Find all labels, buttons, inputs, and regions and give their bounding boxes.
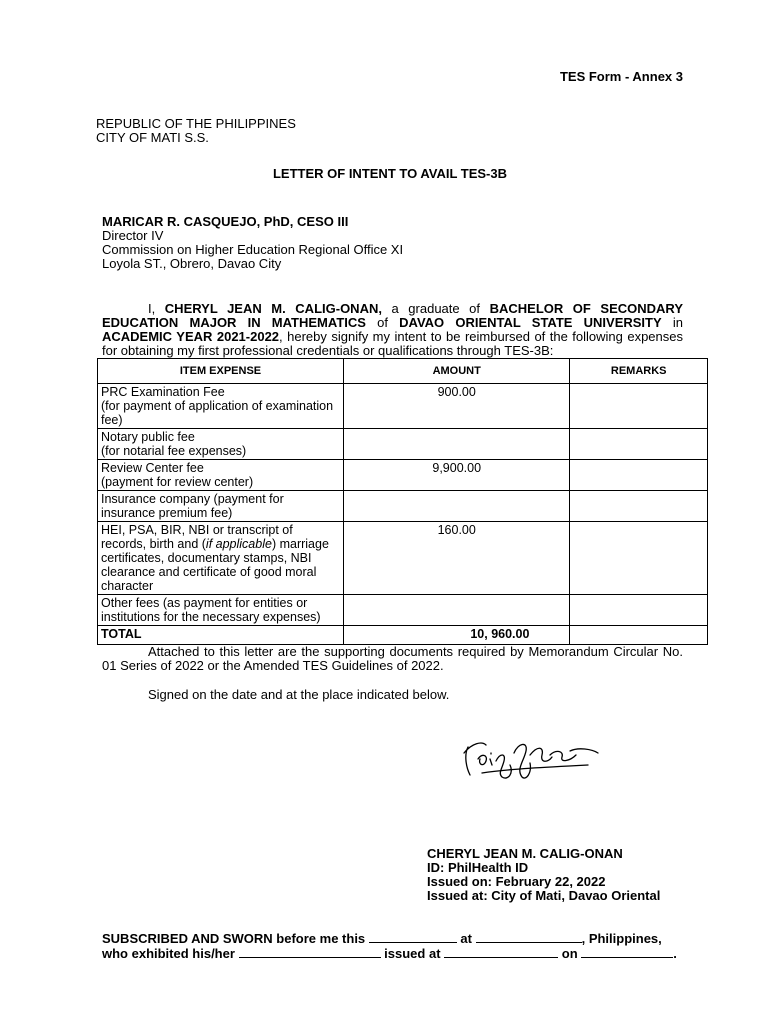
item-label: Other fees (as payment for entities or institutions for the necessary expenses) — [101, 596, 321, 624]
item-cell — [98, 522, 344, 595]
item-label: PRC Examination Fee — [101, 385, 225, 399]
remarks-cell — [570, 429, 708, 460]
amount-cell — [344, 429, 570, 460]
item-label: Review Center fee — [101, 461, 204, 475]
signed-line: Signed on the date and at the place indicated below. — [148, 687, 450, 702]
addressee-position: Director IV — [102, 228, 164, 243]
total-row — [98, 626, 708, 645]
table-row — [98, 384, 708, 429]
amount-cell: 9,900.00 — [344, 460, 570, 491]
amount-cell: 160.00 — [344, 522, 570, 595]
handwritten-signature — [458, 725, 608, 787]
attached-paragraph — [102, 645, 683, 673]
date-blank — [369, 931, 457, 943]
addressee-name: MARICAR R. CASQUEJO, PhD, CESO III — [102, 214, 349, 229]
jurat-text: SUBSCRIBED AND SWORN before me this — [102, 931, 366, 946]
jurat-line-1 — [102, 931, 684, 946]
item-label: Insurance company (payment for insurance premium fee) — [101, 492, 284, 520]
addressee-office: Commission on Higher Education Regional Office XI — [102, 242, 404, 257]
remarks-cell — [570, 522, 708, 595]
jurat-text: who exhibited his/her — [102, 946, 235, 961]
jurat-line-2 — [102, 946, 684, 961]
issued-on-blank — [581, 946, 673, 958]
intro-text: , hereby signify my intent to be reimbursed of the following expenses for obtaining my first professional credentials or qualifications through TES-3B: — [102, 329, 683, 358]
addressee-address: Loyola ST., Obrero, Davao City — [102, 256, 282, 271]
academic-year: ACADEMIC YEAR 2021-2022 — [102, 329, 280, 344]
amount-cell — [344, 491, 570, 522]
id-blank — [239, 946, 381, 958]
col-header-remarks: REMARKS — [570, 359, 708, 384]
jurat-text: on — [561, 946, 578, 961]
amount-cell — [344, 595, 570, 626]
item-note: (payment for review center) — [101, 475, 254, 489]
remarks-cell — [570, 595, 708, 626]
table-row — [98, 491, 708, 522]
letter-title: LETTER OF INTENT TO AVAIL TES-3B — [272, 166, 507, 181]
remarks-cell — [570, 460, 708, 491]
item-note: (for notarial fee expenses) — [101, 444, 247, 458]
intro-text: a graduate of — [391, 301, 481, 316]
jurat-text: . — [673, 946, 677, 961]
item-label-rest: ) marriage certificates, documentary stamps, NBI clearance and certificate of good moral character — [101, 537, 329, 593]
total-amount: 10, 960.00 — [344, 626, 570, 645]
jurat-text: , Philippines, — [581, 931, 662, 946]
item-cell — [98, 384, 344, 429]
signature-image — [458, 725, 608, 787]
table-row — [98, 595, 708, 626]
item-label: HEI, PSA, BIR, NBI or transcript of records, birth and ( — [101, 523, 293, 551]
table-row — [98, 429, 708, 460]
item-cell — [98, 460, 344, 491]
jurat-block — [102, 931, 684, 961]
col-header-item: ITEM EXPENSE — [98, 359, 344, 384]
item-cell — [98, 429, 344, 460]
item-label-italic: if applicable — [205, 537, 272, 551]
place-blank — [476, 931, 582, 943]
signer-issued-at: Issued at: City of Mati, Davao Oriental — [427, 888, 661, 903]
table-row — [98, 522, 708, 595]
item-note: (for payment of application of examination fee) — [101, 399, 334, 427]
table-row — [98, 460, 708, 491]
jurat-text: issued at — [384, 946, 441, 961]
republic-line: REPUBLIC OF THE PHILIPPINES — [96, 116, 296, 131]
intro-paragraph — [102, 302, 683, 358]
attached-text: Attached to this letter are the supporting documents required by Memorandum Circular No. 01 Series of 2022 or the Amended TES Guidelines of 2022. — [102, 644, 683, 673]
remarks-cell — [570, 491, 708, 522]
form-tag: TES Form - Annex 3 — [559, 69, 683, 84]
expense-table — [97, 358, 708, 645]
school: DAVAO ORIENTAL STATE UNIVERSITY — [399, 315, 662, 330]
signer-issued-on: Issued on: February 22, 2022 — [427, 874, 606, 889]
degree: BACHELOR OF SECONDARY EDUCATION MAJOR IN MATHEMATICS — [102, 301, 683, 330]
signer-id: ID: PhilHealth ID — [427, 860, 529, 875]
col-header-amount: AMOUNT — [344, 359, 570, 384]
city-line: CITY OF MATI S.S. — [96, 130, 209, 145]
total-remarks-cell — [570, 626, 708, 645]
addressee-block — [102, 215, 602, 271]
signer-block — [427, 847, 727, 903]
item-label: Notary public fee — [101, 430, 195, 444]
item-cell — [98, 595, 344, 626]
total-label: TOTAL — [98, 626, 344, 645]
intro-text: of — [377, 315, 388, 330]
jurisdiction-header — [96, 117, 496, 145]
intro-text: in — [672, 315, 683, 330]
applicant-name: CHERYL JEAN M. CALIG-ONAN, — [164, 301, 382, 316]
issued-at-blank — [444, 946, 558, 958]
table-header-row — [98, 359, 708, 384]
jurat-text: at — [460, 931, 472, 946]
signer-name: CHERYL JEAN M. CALIG-ONAN — [427, 846, 623, 861]
remarks-cell — [570, 384, 708, 429]
intro-text: I, — [148, 301, 156, 316]
amount-cell: 900.00 — [344, 384, 570, 429]
item-cell — [98, 491, 344, 522]
